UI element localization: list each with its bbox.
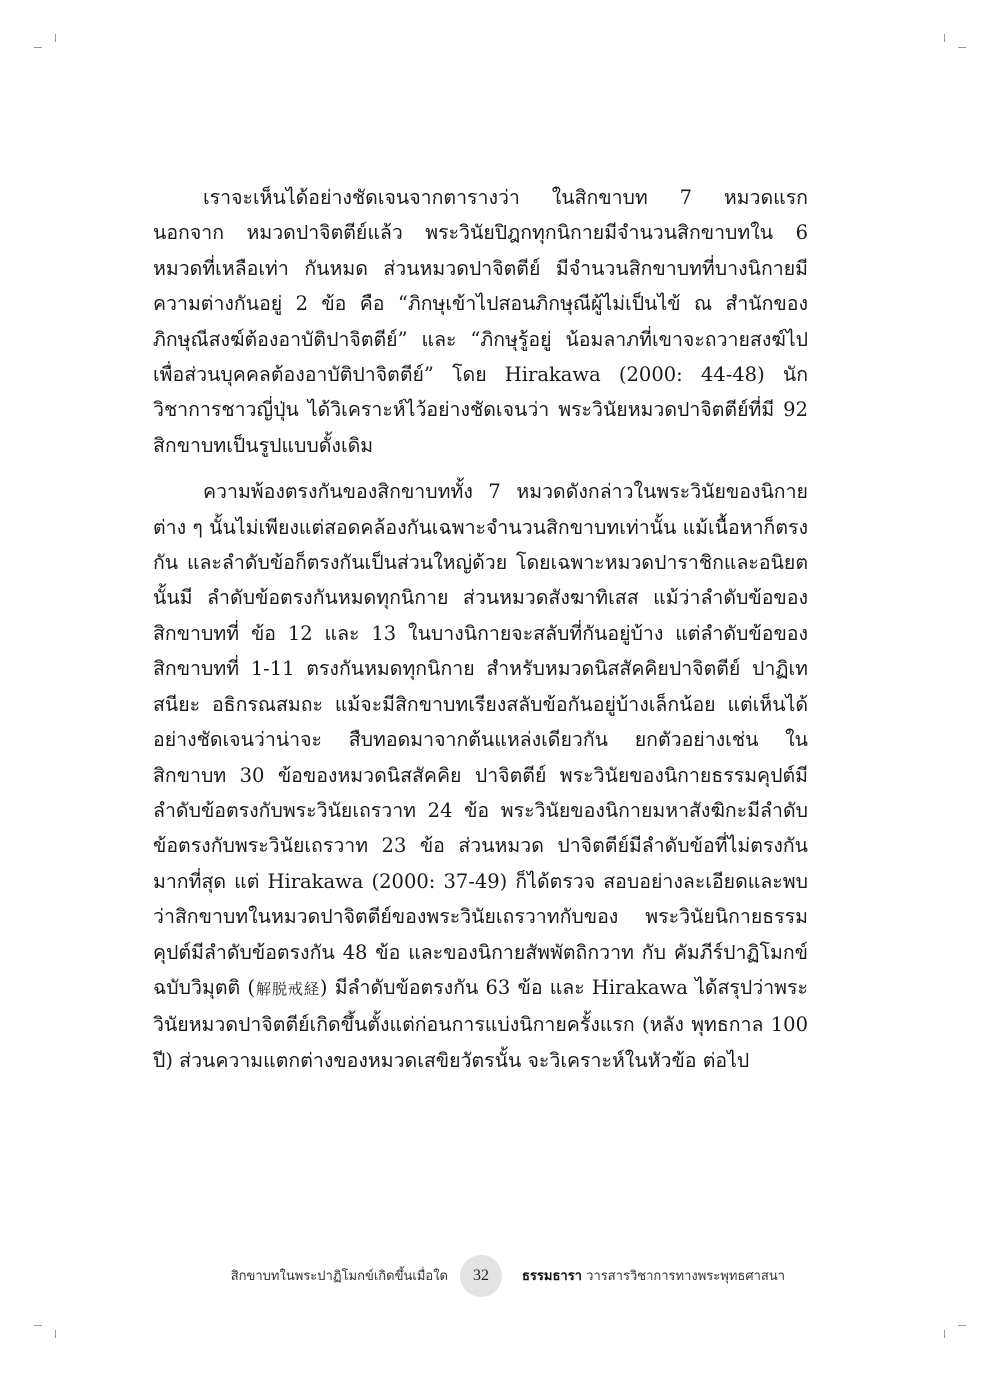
text-line: ข้อ 12 และ 13 ในบางนิกายจะสลับที่กันอยู่บ้าง แต่ลำดับข้อของสิกขาบทที่ 1-11 xyxy=(153,621,809,681)
text-line: ลำดับข้อตรงกันหมดทุกนิกาย ส่วนหมวดสังฆาทิเสส แม้ว่าลำดับข้อของสิกขาบทที่ xyxy=(153,586,808,645)
crop-mark xyxy=(944,1330,945,1338)
text-line: ปาจิตตีย์มีลำดับข้อที่ไม่ตรงกันมากที่สุด แต่ Hirakawa (2000: 37-49) ก็ได้ตรวจ xyxy=(153,834,809,893)
text-line: พระวินัยของนิกายมหาสังฆิกะมีลำดับข้อตรงกับพระวินัยเถรวาท 23 ข้อ ส่วนหมวด xyxy=(153,798,808,858)
text-line: ความพ้องตรงกันของสิกขาบททั้ง 7 หมวดดังกล่าวในพระวินัยของนิกาย xyxy=(203,480,808,504)
text-line: เราจะเห็นได้อย่างชัดเจนจากตารางว่า ในสิกขาบท 7 หมวดแรก นอกจาก xyxy=(153,186,808,245)
text-line: คือ “ภิกษุเข้าไปสอนภิกษุณีผู้ไม่เป็นไข้ ณ สำนักของภิกษุณีสงฆ์ต้องอาบัติปาจิตตีย์” xyxy=(153,292,808,351)
text-line: พุทธกาล 100 ปี) ส่วนความแตกต่างของหมวดเสขิยวัตรนั้น จะวิเคราะห์ในหัวข้อ xyxy=(153,1013,808,1072)
text-line: ต่าง ๆ นั้นไม่เพียงแต่สอดคล้องกันเฉพาะจำนวนสิกขาบทเท่านั้น แม้เนื้อหาก็ตรงกัน xyxy=(153,515,808,575)
text-line: ต่อไป xyxy=(702,1048,750,1072)
text-fragment: คัมภีร์ปาฏิโมกข์ฉบับวิมุตติ ( xyxy=(153,940,808,999)
text-line: พระวินัยนิกายธรรมคุปต์มีลำดับข้อตรงกัน 48 ข้อ และของนิกายสัพพัตถิกวาท กับ xyxy=(153,905,808,964)
crop-mark xyxy=(55,1330,56,1338)
paragraph-2 xyxy=(153,474,808,1078)
page-footer xyxy=(0,1255,1000,1295)
crop-mark xyxy=(34,47,42,48)
crop-mark xyxy=(944,34,945,42)
cjk-title: 解脱戒経 xyxy=(254,979,320,998)
text-line: หมวดปาจิตตีย์แล้ว พระวินัยปิฎกทุกนิกายมีจำนวนสิกขาบทใน 6 หมวดที่เหลือเท่า xyxy=(153,221,808,280)
crop-mark xyxy=(55,34,56,42)
article-title: สิกขาบทในพระปาฏิโมกข์เกิดขึ้นเมื่อใด xyxy=(230,1269,448,1284)
text-line: และลำดับข้อก็ตรงกันเป็นส่วนใหญ่ด้วย โดยเฉพาะหมวดปาราชิกและอนิยตนั้นมี xyxy=(153,551,808,610)
crop-mark xyxy=(34,1325,42,1326)
body-text xyxy=(153,180,808,1089)
crop-mark xyxy=(958,47,966,48)
text-line: ได้สรุปว่าพระวินัยหมวดปาจิตตีย์เกิดขึ้นตั้งแต่ก่อนการแบ่งนิกายครั้งแรก (หลัง xyxy=(153,975,808,1037)
journal-subtitle: วารสารวิชาการทางพระพุทธศาสนา xyxy=(586,1269,786,1284)
text-line: แม้จะมีสิกขาบทเรียงสลับข้อกันอยู่บ้างเล็กน้อย แต่เห็นได้อย่างชัดเจนว่าน่าจะ xyxy=(153,692,808,752)
paragraph-1 xyxy=(153,180,808,463)
journal-title xyxy=(522,1265,785,1286)
text-line: สืบทอดมาจากต้นแหล่งเดียวกัน ยกตัวอย่างเช่น ในสิกขาบท 30 ข้อของหมวดนิสสัคคิย xyxy=(153,728,809,787)
journal-name: ธรรมธารา xyxy=(522,1269,582,1284)
text-line: สอบอย่างละเอียดและพบว่าสิกขาบทในหมวดปาจิตตีย์ของพระวินัยเถรวาทกับของ xyxy=(153,869,808,929)
text-line: และ “ภิกษุรู้อยู่ น้อมลาภที่เขาจะถวายสงฆ์ไปเพื่อส่วนบุคคลต้องอาบัติปาจิตตีย์” xyxy=(153,327,809,387)
text-line: โดย Hirakawa (2000: 44-48) นักวิชาการชาวญี่ปุ่น ได้วิเคราะห์ไว้อย่างชัดเจนว่า xyxy=(153,363,808,422)
page-number: 32 xyxy=(460,1255,502,1297)
text-fragment: ) มีลำดับข้อตรงกัน 63 ข้อ และ Hirakawa xyxy=(319,975,688,999)
crop-mark xyxy=(958,1325,966,1326)
text-line: ตรงกันหมดทุกนิกาย สำหรับหมวดนิสสัคคิยปาจิตตีย์ ปาฏิเทสนียะ อธิกรณสมถะ xyxy=(153,657,808,716)
text-line: กันหมด ส่วนหมวดปาจิตตีย์ มีจำนวนสิกขาบทที่บางนิกายมีความต่างกันอยู่ 2 ข้อ xyxy=(153,256,809,316)
text-line: พระวินัยหมวดปาจิตตีย์ที่มี 92 สิกขาบทเป็นรูปแบบดั้งเดิม xyxy=(153,398,808,457)
text-line: ปาจิตตีย์ พระวินัยของนิกายธรรมคุปต์มีลำดับข้อตรงกับพระวินัยเถรวาท 24 ข้อ xyxy=(153,763,809,822)
